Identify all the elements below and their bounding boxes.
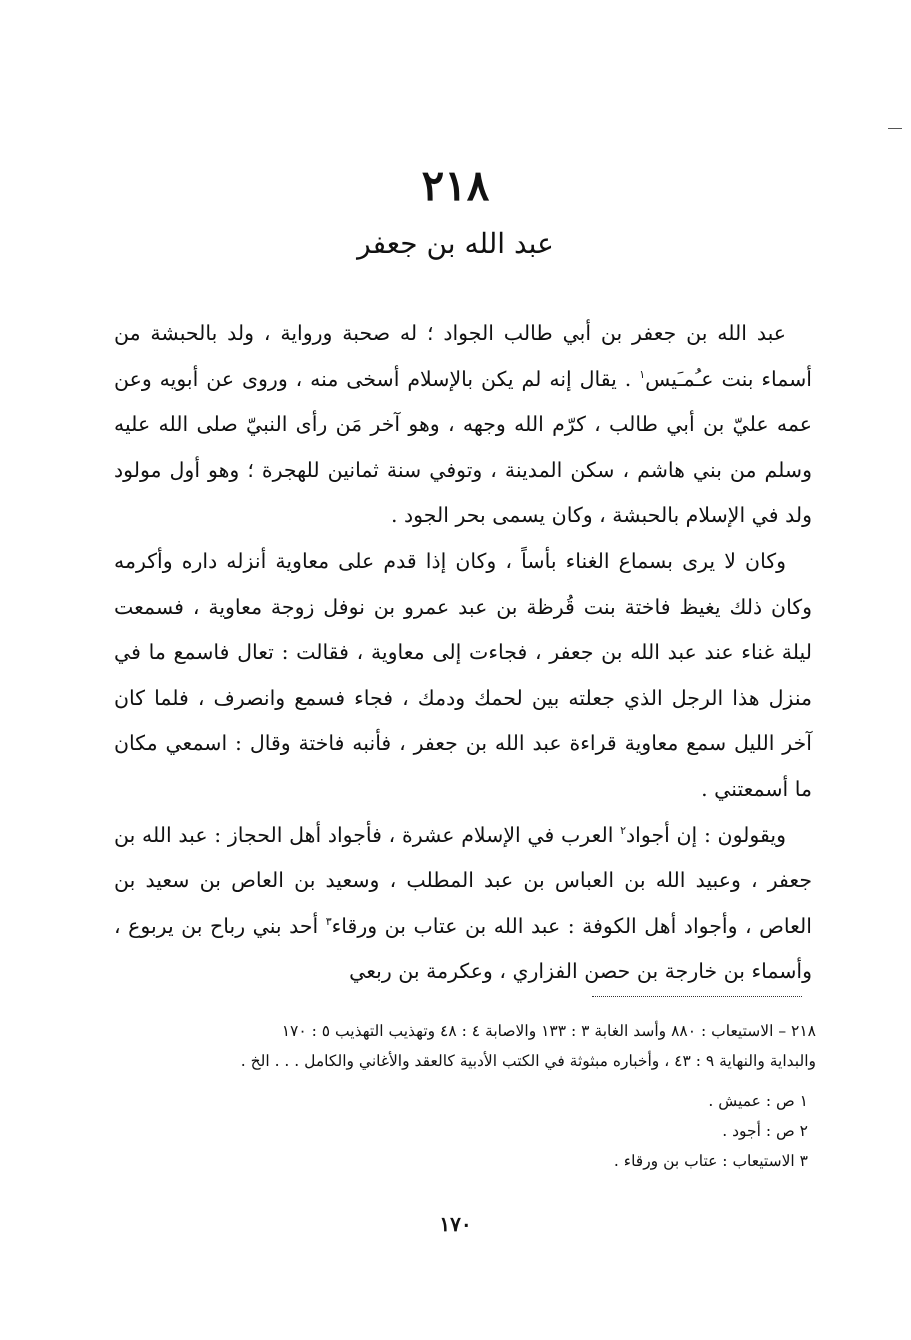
paragraph-2: وكان لا يرى بسماع الغناء بأساً ، وكان إذا قدم على معاوية أنزله داره وأكرمه وكان ذلك يغيظ فاختة بنت قُرظة بن عبد عمرو بن نوفل زوجة معاوية ، فسمعت ليلة غناء عند عبد الله بن جعفر ، فجاءت إلى معاوية ، فقالت : تعال فاسمع ما في منزل هذا الرجل الذي جعلته بين لحمك ودمك ، فجاء فسمع وانصرف ، فلما كان آخر الليل سمع معاوية قراءة عبد الله بن جعفر ، فأنبه فاختة وقال : اسمعي مكان ما أسمعتني . xyxy=(114,548,812,801)
footnote-1: ١ ص : عميش . xyxy=(708,1092,808,1110)
footnotes xyxy=(110,1016,816,1176)
source-reference-line-2: والبداية والنهاية ٩ : ٤٣ ، وأخباره مبثوثة في الكتب الأدبية كالعقد والأغاني والكامل . . . الخ . xyxy=(240,1052,816,1070)
source-reference-line-1: ٢١٨ – الاستيعاب : ٨٨٠ وأسد الغابة ٣ : ١٣٣ والاصابة ٤ : ٤٨ وتهذيب التهذيب ٥ : ١٧٠ xyxy=(281,1022,816,1040)
footnote-ref-3: ٣ xyxy=(325,914,332,928)
footnote-2: ٢ ص : أجود . xyxy=(722,1122,808,1140)
paragraph-1-text: عبد الله بن جعفر بن أبي طالب الجواد ؛ له صحبة ورواية ، ولد بالحبشة من أسماء بنت عـُمـَيس xyxy=(114,321,812,391)
footnote-3: ٣ الاستيعاب : عتاب بن ورقاء . xyxy=(613,1152,808,1170)
body-text xyxy=(114,311,812,995)
entry-number: ٢١٨ xyxy=(421,161,490,210)
entry-title: عبد الله بن جعفر xyxy=(357,227,554,260)
footnote-ref-1: ١ xyxy=(639,367,646,381)
paragraph-1-continued: . يقال إنه لم يكن بالإسلام أسخى منه ، وروى عن أبويه وعن عمه عليّ بن أبي طالب ، كرّم الله وجهه ، وهو آخر مَن رأى النبيّ صلى الله عليه وسلم من بني هاشم ، سكن المدينة ، وتوفي سنة ثمانين للهجرة ؛ وهو أول مولود ولد في الإسلام بالحبشة ، وكان يسمى بحر الجود . xyxy=(114,366,812,528)
page-number: ١٧٠ xyxy=(439,1212,472,1236)
footnote-ref-2: ٢ xyxy=(620,823,627,837)
paragraph-3-text-a: ويقولون : إن أجواد xyxy=(626,822,786,847)
footnote-divider xyxy=(592,996,802,997)
margin-mark xyxy=(888,128,902,129)
paragraph-3-text-c: أحد بني رباح بن يربوع ، وأسماء بن خارجة بن حصن الفزاري ، وعكرمة بن ربعي xyxy=(114,913,812,984)
paragraph-1 xyxy=(114,311,812,539)
paragraph-3 xyxy=(114,813,812,995)
paragraph-3-text-b: العرب في الإسلام عشرة ، فأجواد أهل الحجاز : عبد الله بن جعفر ، وعبيد الله بن العباس بن عبد المطلب ، وسعيد بن العاص بن سعيد بن العاص ، وأجواد أهل الكوفة : عبد الله بن عتاب بن ورقاء xyxy=(114,822,812,938)
